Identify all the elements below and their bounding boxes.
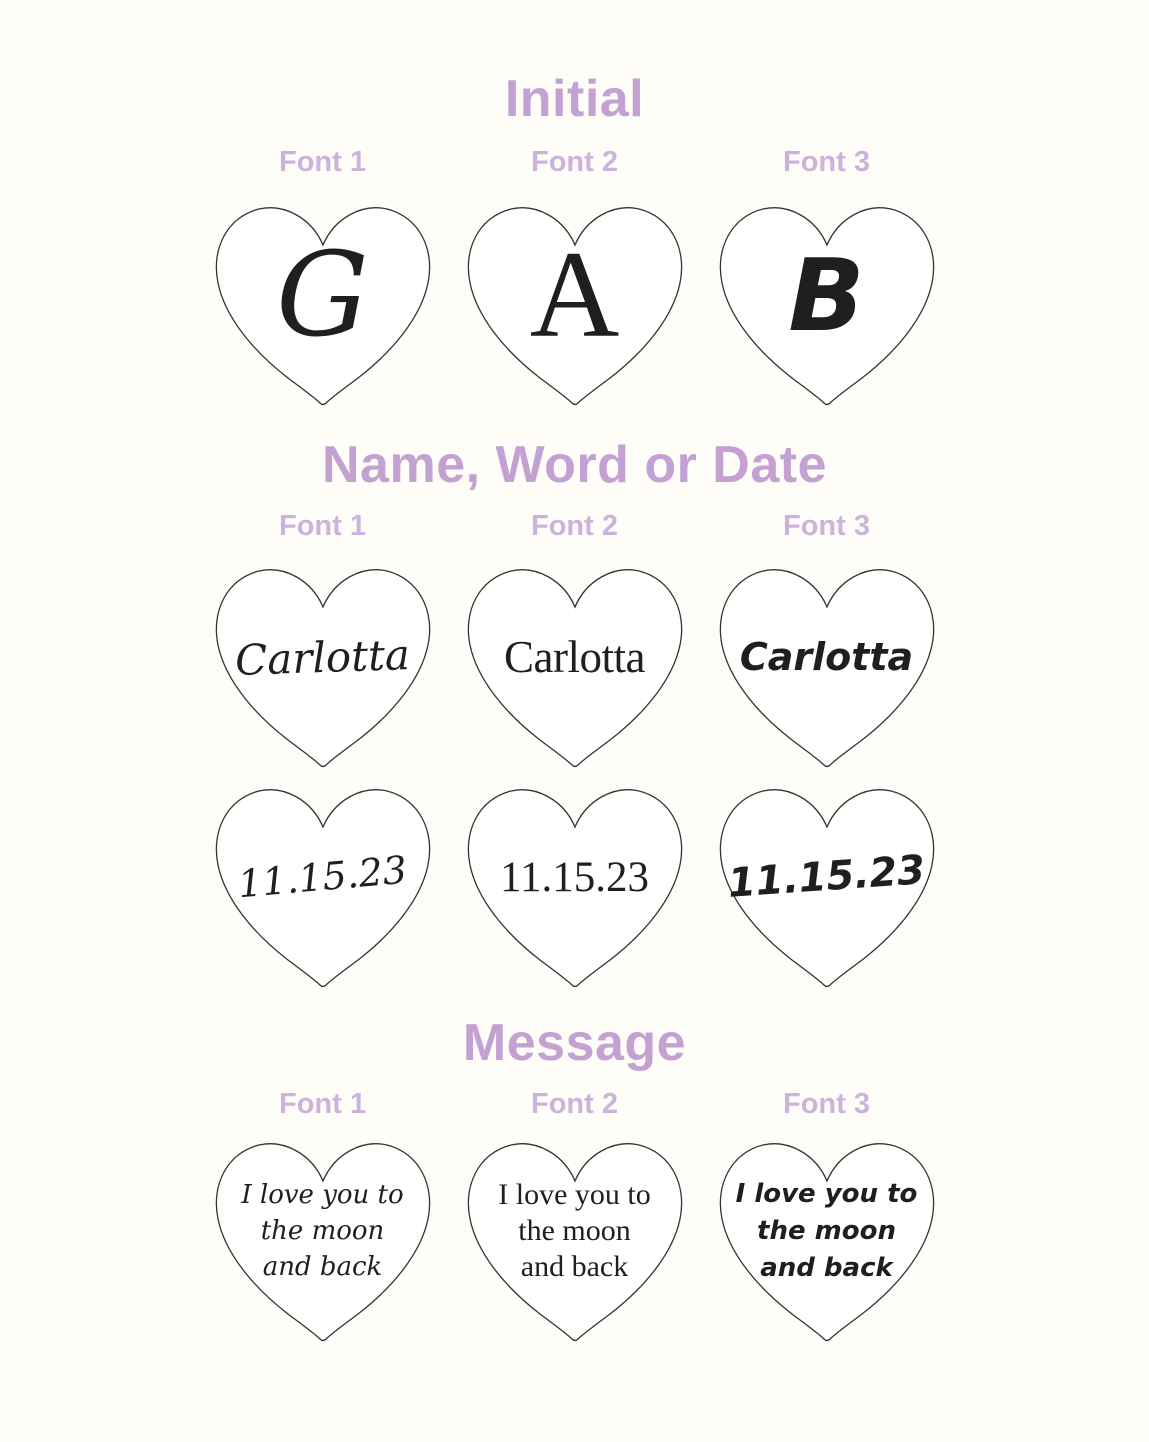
heart-name-font-3 (712, 562, 942, 774)
heart-name-font-2 (460, 562, 690, 774)
engraving-initial-font-3: B (788, 236, 865, 354)
name-font-labels-row (0, 510, 1149, 542)
engraving-name-font-2: Carlotta (504, 632, 645, 683)
heart-message-font-1 (208, 1136, 438, 1348)
section-message-title: Message (462, 1014, 687, 1072)
name-font-2-label: Font 2 (531, 510, 618, 542)
initial-font-3-label: Font 3 (783, 146, 870, 178)
name-font-3-label: Font 3 (783, 510, 870, 542)
engraving-date-font-1: 11.15.23 (236, 848, 409, 907)
message-line: I love you to (498, 1178, 651, 1212)
initial-hearts-row (0, 200, 1149, 412)
message-line: and back (520, 1250, 629, 1284)
section-message (0, 994, 1149, 1348)
message-line: the moon (518, 1214, 631, 1248)
section-initial-title: Initial (504, 70, 645, 128)
engraving-date-font-2: 11.15.23 (500, 853, 649, 901)
message-hearts-row (0, 1136, 1149, 1348)
message-font-2-label: Font 2 (531, 1088, 618, 1120)
heart-date-font-3 (712, 782, 942, 994)
heart-initial-font-3 (712, 200, 942, 412)
engraving-message-font-3 (723, 1153, 930, 1310)
message-font-labels-row (0, 1088, 1149, 1120)
name-hearts-row (0, 562, 1149, 774)
heart-date-font-1 (208, 782, 438, 994)
engraving-initial-font-2: A (529, 226, 620, 364)
engraving-name-font-1: Carlotta (234, 629, 411, 685)
engraving-message-font-1 (219, 1153, 426, 1310)
initial-font-labels-row (0, 146, 1149, 178)
engraving-name-font-3: Carlotta (739, 635, 914, 680)
initial-font-2-label: Font 2 (531, 146, 618, 178)
engraving-date-font-3: 11.15.23 (726, 847, 927, 908)
message-font-3-label: Font 3 (783, 1088, 870, 1120)
engraving-initial-font-1: G (276, 227, 369, 363)
engraving-message-font-2 (471, 1153, 678, 1310)
message-font-1-label: Font 1 (279, 1088, 366, 1120)
message-line: I love you to (241, 1180, 404, 1211)
section-name-word-date-title: Name, Word or Date (321, 436, 828, 494)
name-font-1-label: Font 1 (279, 510, 366, 542)
message-line: and back (262, 1252, 383, 1283)
heart-date-font-2 (460, 782, 690, 994)
heart-initial-font-2 (460, 200, 690, 412)
heart-initial-font-1 (208, 200, 438, 412)
heart-message-font-3 (712, 1136, 942, 1348)
section-name-word-date (0, 412, 1149, 994)
initial-font-1-label: Font 1 (279, 146, 366, 178)
message-line: the moon (260, 1216, 385, 1247)
message-line: and back (760, 1252, 893, 1283)
date-hearts-row (0, 782, 1149, 994)
message-line: I love you to (735, 1178, 918, 1209)
heart-name-font-1 (208, 562, 438, 774)
heart-message-font-2 (460, 1136, 690, 1348)
message-line: the moon (757, 1215, 896, 1246)
section-initial (0, 0, 1149, 412)
